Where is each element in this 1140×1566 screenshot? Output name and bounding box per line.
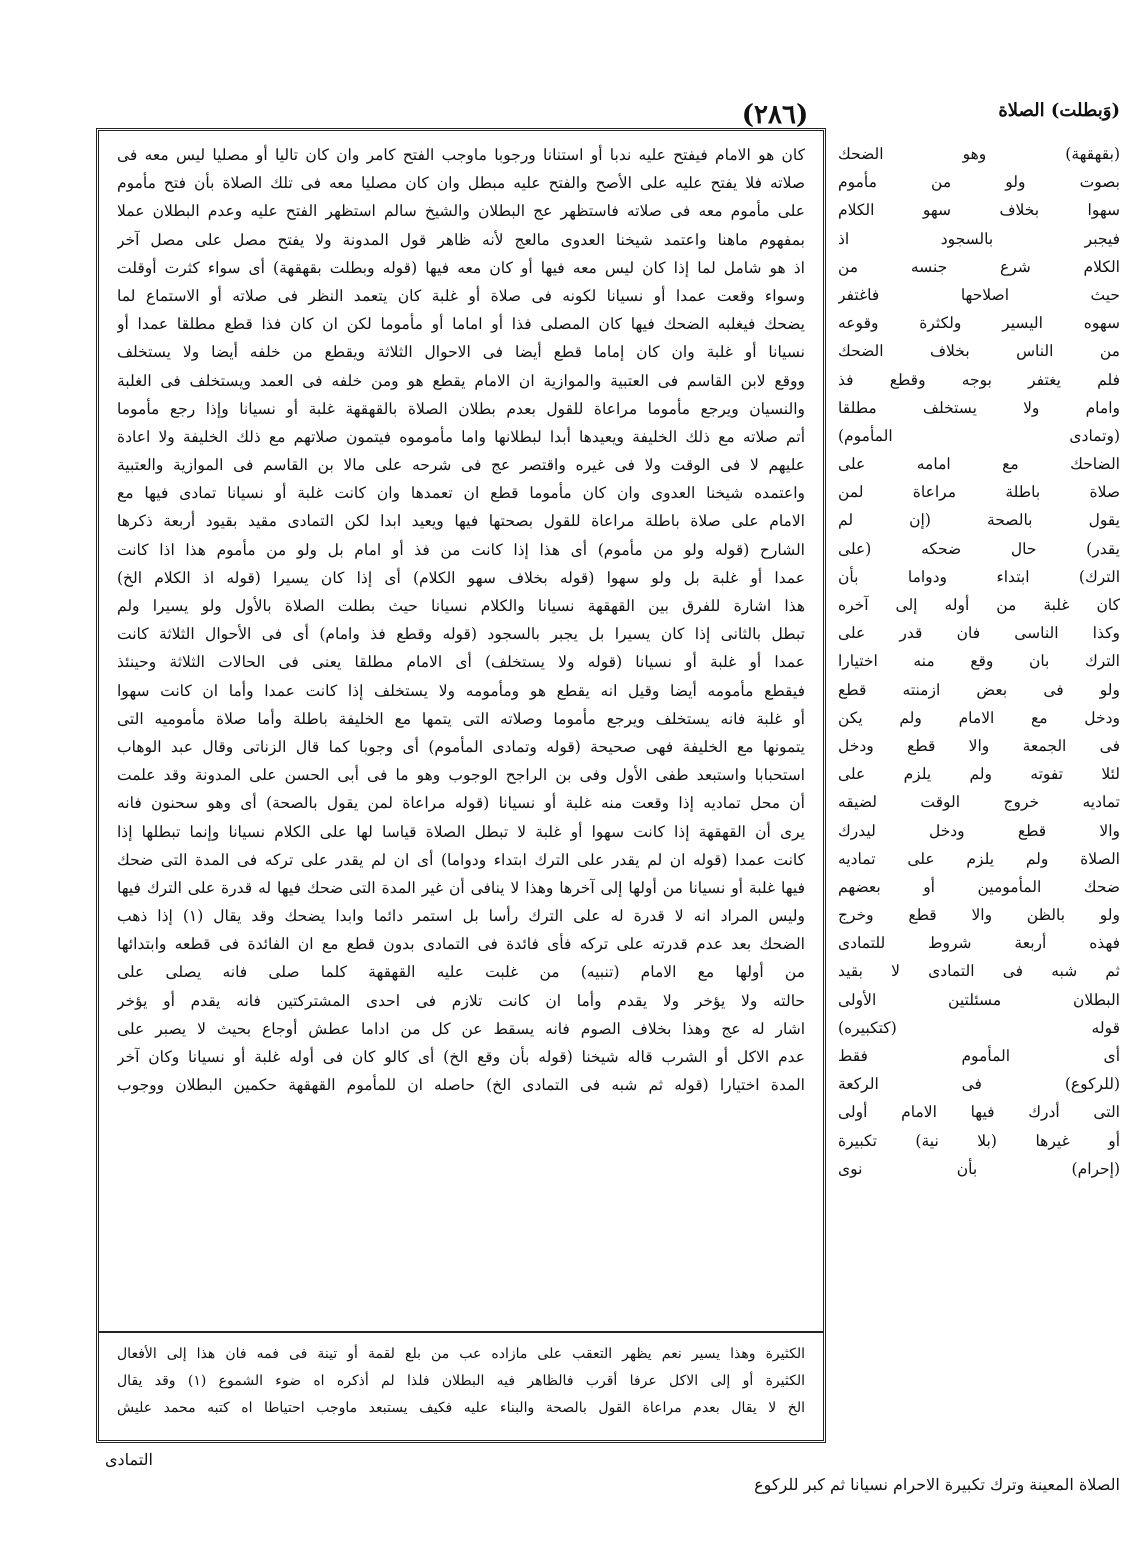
commentary-line: اشار له عج وهذا بخلاف الصوم فانه يسقط عن كل من اداما عطش أوجاع بحيث لا يصبر على [117,1019,805,1038]
matn-line: كان غلبة من أوله إلى آخره [838,596,1120,614]
commentary-frame [96,128,826,1443]
matn-line: لئلا تفوته ولم يلزم على [838,765,1120,784]
footnote-line: الكثيرة أو إلى الاكل عرفا أقرب فالظاهر فيه البطلان فلذا لم أذكره اه ضوء الشموع (١) وقد يقال [117,1373,805,1389]
matn-line: أى المأموم فقط [838,1047,1120,1065]
commentary-line: كان هو الامام فيفتح عليه ندبا أو استنانا ورجوبا ماوجب الفتح كامر وان كان تاليا أو مصليا ليس معه فى [117,146,805,164]
commentary-line: بمفهوم ماهنا واعتمد شيخنا العدوى مالعج لأنه ظاهر قول المدونة ولا يفتح مصل على مصل آخر [117,230,805,249]
commentary-line: صلاته فلا يفتح عليه على الأصح والفتح عليه مبطل وان كان مصليا معه فى تلك الصلاة بأن فتح مأموم [117,174,805,193]
footnote-divider [99,1331,823,1333]
catchword: التمادى [105,1450,153,1469]
commentary-line: يضحك فيغلبه الضحك فيها كان المصلى فذا أو اماما أو مأموما لكن ان كان فذا قطع مطلقا عمدا أو [117,315,805,334]
commentary-line: عليهم لا فى الوقت ولا فى غيره واقتصر عج فى شرحه على مالا بن القاسم فى الموازية والعتبية [117,456,805,475]
commentary-line: واعتمده شيخنا العدوى وان كان مأموما قطع ان تعمدها وان كانت غلبة أو نسيانا تمادى فيها مع [117,484,805,503]
matn-line: (للركوع) فى الركعة [838,1075,1120,1094]
commentary-line: يتمونها مع الخليفة فهى صحيحة (قوله وتمادى المأموم) أى وجوبا كما قال الزناتى وقال عبد الوهاب [117,737,805,756]
commentary-line: وسواء وقعت عمدا أو نسيانا لكونه فى صلاة أو غلبة كان يتعمد النظر فى صلاته أو الاستماع لما [117,286,805,305]
commentary-line: المدة اختيارا (قوله ثم شبه فى التمادى الخ) حاصله ان للمأموم القهقهة حكمين البطلان ووجوب [117,1076,805,1095]
commentary-line: فيقطع مأمومه أيضا وقيل انه يقطع هو ومأمومه ولا يستخلف إذا كانت عمدا وأما ان كانت سهوا [117,681,805,700]
matn-line: الكلام شرع جنسه من [838,257,1120,276]
commentary-line: الشارح (قوله ولو من مأموم) أى هذا إذا كانت من فذ أو امام بل ولو من مأموم هذا اذا كانت [117,540,805,559]
commentary-line: اذ هو شامل لما إذا كان ليس معه فيها أو كان معه فيها (قوله وبطلت بقهقهة) أى سواء كثرت أوقلت [117,258,805,277]
commentary-line: نسيانا أو غلبة وان كان إماما قطع أيضا فى الاحوال الثلاثة ويقطع من خلفه أيضا ولا يستخلف [117,343,805,362]
matn-line: التى أدرك فيها الامام أولى [838,1103,1120,1122]
commentary-line: عمدا أو غلبة أو نسيانا (قوله ولا يستخلف) أى الامام مطلقا يعنى فى الحالات الثلاثة وحينئذ [117,653,805,672]
running-header: (وَبطلت) الصلاة [998,100,1120,121]
matn-line: وامام ولا يستخلف مطلقا [838,398,1120,417]
matn-line: يقول بالصحة (إن لم [838,511,1120,530]
commentary-line: فيها غلبة أو نسيانا من أولها إلى آخرها وهذا لا ينافى أن غير المدة التى ضحك فيها له قدرة على الترك فيها [117,878,805,897]
matn-line: أو غيرها (بلا نية) تكبيرة [838,1131,1120,1150]
matn-line: الترك بان وقع منه اختيارا [838,652,1120,671]
commentary-line: عدم الاكل أو الشرب قاله شيخنا (قوله بأن وقع الخ) أى كالو كان فى أوله غلبة أو نسيانا وكان آخر [117,1048,805,1066]
matn-line: من الناس بخلاف الضحك [838,342,1120,361]
footnote-line: الكثيرة وهذا يسير نعم يظهر التعقب على مازاده عب من بلع لقمة أو تينة فى فمه فان هذا إلى الأفعال [117,1346,805,1362]
matn-line: فهذه أربعة شروط للتمادى [838,934,1120,953]
matn-line: الترك) ابتداء ودواما بأن [838,567,1120,586]
commentary-line: الضحك بعد عدم قدرته على تركه فأى فائدة فى التمادى بدون قطع مع ان الفائدة فى قطعه وابتدائها [117,935,805,954]
matn-line: الضاحك مع امامه على [838,455,1120,474]
commentary-line: أو غلبة فانه يستخلف ويرجع مأموما وصلاته التى يتمها مع الخليفة باطلة وأما صلاة مأموميه التى [117,709,805,728]
matn-line: فيجبر بالسجود اذ [838,229,1120,248]
matn-line: فى الجمعة والا قطع ودخل [838,736,1120,755]
commentary-line: ووقع لابن القاسم فى العتبية والموازية ان الامام يقطع هو ومن خلفه فى العمد ويستخلف فى الغلبة [117,371,805,390]
commentary-line: حالته ولا يؤخر ولا يقدم وأما ان كانت تلازم فى احدى المشتركتين فانه يقدم أو يؤخر [117,991,805,1010]
matn-line: فلم يغتفر بوجه وقطع فذ [838,370,1120,389]
matn-line: سهوه اليسير ولكثرة وقوعه [838,314,1120,333]
commentary-line: على مأموم معه فى صلاته فاستظهر عج البطلان والشيخ سالم استظهر الفتح عليه وعدم البطلان عملا [117,202,805,221]
commentary-line: يرى أن القهقهة إذا كانت سهوا أو غلبة لا تبطل الصلاة قياسا لها على الكلام نسيانا وإنما تبطلها إذا [117,822,805,841]
matn-line: يقدر) حال ضحكه (على [838,539,1120,558]
matn-line: تماديه خروج الوقت لضيقه [838,793,1120,812]
matn-line: صلاة باطلة مراعاة لمن [838,483,1120,502]
commentary-line: كانت عمدا (قوله ان لم يقدر على الترك ابتداء ودواما) أى ان لم يقدر على تركه فى المدة التى ضحك [117,850,805,869]
matn-line: قوله (كتكبيره) [838,1018,1120,1037]
footnote-line: الخ لا يقال بعدم مراعاة القول بالصحة والبناء عليه فكيف يستبعد ماوجب احتياطا اه كتبه محمد عليش [117,1400,805,1416]
commentary-line: هذا اشارة للفرق بين القهقهة نسيانا والكلام نسيانا حيث بطلت الصلاة بالأول ولو يسيرا ولم [117,597,805,615]
commentary-line: عمدا أو غلبة بل ولو سهوا (قوله بخلاف سهو الكلام) أى إذا كان يسيرا (قوله اذ الكلام الخ) [117,568,805,587]
footnote-text [117,1341,805,1422]
matn-line: ثم شبه فى التمادى لا بقيد [838,962,1120,981]
matn-line: الصلاة ولم يلزم على تماديه [838,849,1120,868]
matn-continuation-line: الصلاة المعينة وترك تكبيرة الاحرام نسيانا ثم كبر للركوع [754,1475,1120,1494]
matn-line: ولو بالظن والا قطع وخرج [838,906,1120,925]
matn-line: وكذا الناسى فان قدر على [838,624,1120,643]
commentary-line: أتم صلاته مع ذلك الخليفة ويعيدها أبدا لبطلانها واما مأموموه فيتمون صلاتهم مع ذلك الخليفة ولا اعادة [117,427,805,446]
commentary-line: تبطل بالثانى إذا كان يسيرا بل يجبر بالسجود (قوله وقطع فذ وامام) أى فى الأحوال الثلاثة كانت [117,625,805,644]
page-number: (٢٨٦) [741,100,809,130]
matn-line: سهوا بخلاف سهو الكلام [838,201,1120,220]
commentary-line: والنسيان ويرجع مأموما مراعاة للقول بعدم بطلان الصلاة بالقهقهة غلبة أو نسيانا وإذا رجع مأموما [117,399,805,418]
commentary-line: أن محل تماديه إذا وقعت منه غلبة أو نسيانا (قوله مراعاة لمن يقول بالصحة) أى وهو سحنون فانه [117,794,805,813]
matn-line: (وتمادى المأموم) [838,426,1120,445]
matn-line: ضحك المأمومين أو بعضهم [838,877,1120,896]
commentary-line: وليس المراد انه لا قدرة له على الترك رأسا بل استمر دائما وابدا يضحك وقد يقال (١) إذا ذهب [117,907,805,926]
matn-line: ودخل مع الامام ولم يكن [838,708,1120,727]
commentary-text [117,141,805,1191]
matn-line: بصوت ولو من مأموم [838,173,1120,192]
matn-column [838,140,1120,1183]
matn-line: البطلان مسئلتين الأولى [838,990,1120,1009]
matn-line: والا قطع ودخل ليدرك [838,821,1120,840]
commentary-line: استحبابا واستبعد طفى الأول وفى بن الراجح الوجوب وهو ما فى أبى الحسن على المدونة وقد علمت [117,766,805,785]
commentary-line: الامام على صلاة باطلة مراعاة للقول بصحتها فيها ويعيد ابدا لكن التمادى مقيد بقيود أربعة ذكرها [117,512,805,531]
matn-line: حيث اصلاحها فاغتفر [838,285,1120,304]
matn-line: (إحرام) بأن نوى [838,1159,1120,1178]
commentary-line: من أولها مع الامام (تنبيه) من غلبت عليه القهقهة كلما صلى فانه يصلى على [117,963,805,982]
matn-line: (بقهقهة) وهو الضحك [838,145,1120,163]
matn-line: ولو فى بعض ازمنته قطع [838,680,1120,699]
